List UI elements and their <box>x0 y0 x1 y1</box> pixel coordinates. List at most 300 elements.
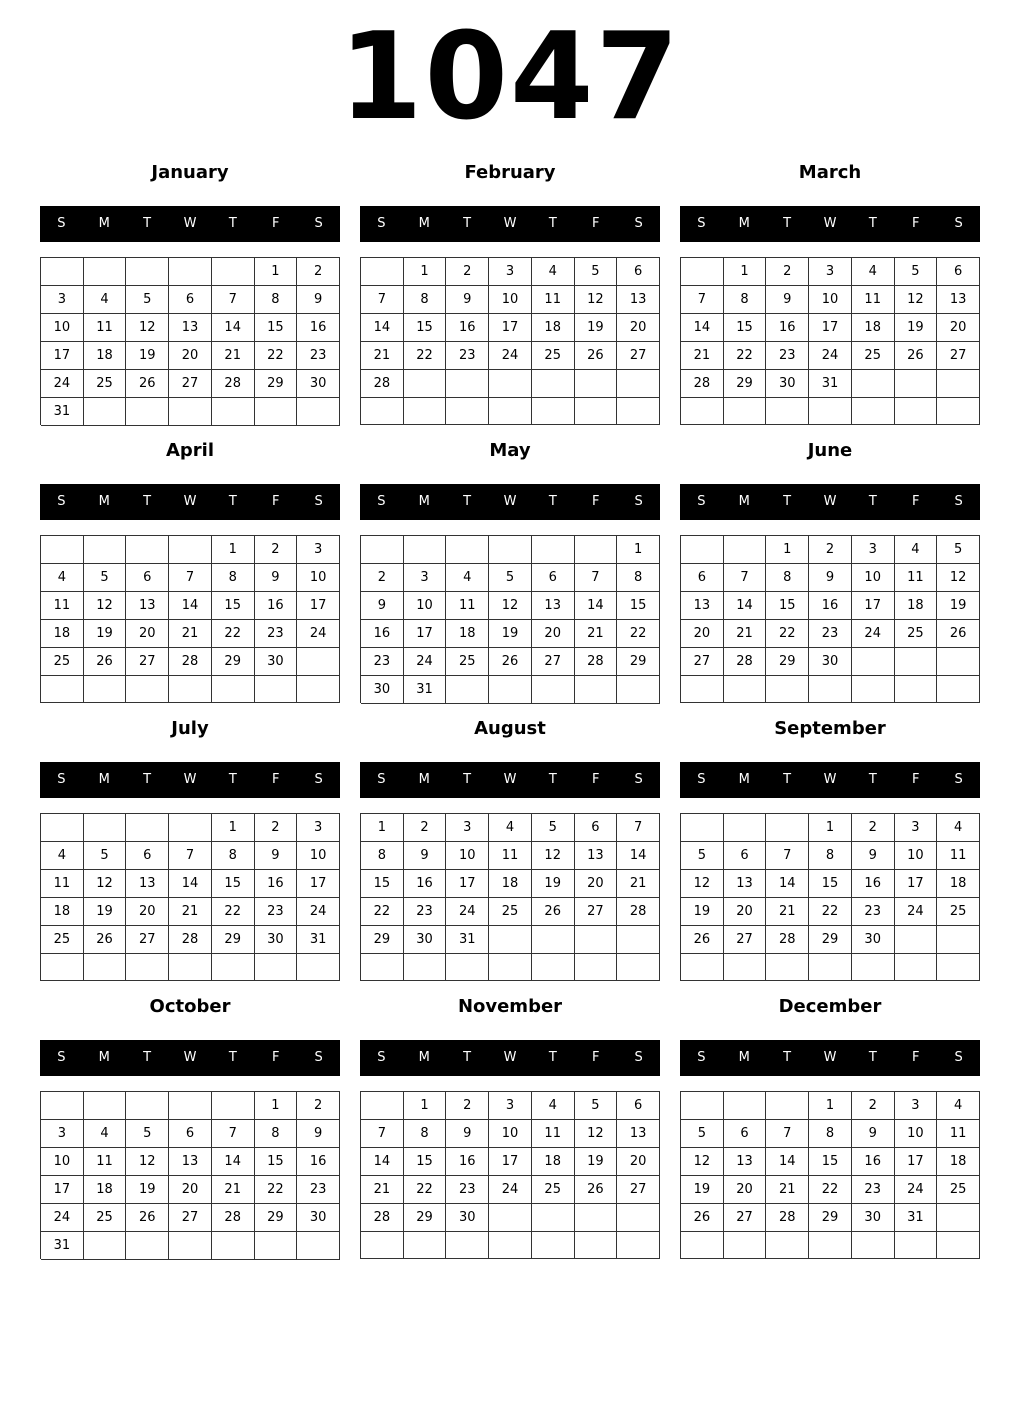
day-cell: 1 <box>255 258 298 286</box>
day-cell: 14 <box>681 314 724 342</box>
weekday-header <box>360 206 660 242</box>
month-name: July <box>171 718 209 739</box>
day-cell: 25 <box>852 342 895 370</box>
day-cell: 15 <box>809 870 852 898</box>
day-cell: 19 <box>532 870 575 898</box>
day-cell: 9 <box>297 1120 340 1148</box>
empty-day-cell <box>361 1232 404 1259</box>
day-cell: 6 <box>532 564 575 592</box>
day-cell: 14 <box>724 592 767 620</box>
empty-day-cell <box>937 954 980 981</box>
days-grid <box>40 1091 340 1259</box>
day-cell: 14 <box>361 314 404 342</box>
weekday-label: W <box>183 494 197 509</box>
day-cell: 24 <box>809 342 852 370</box>
day-cell: 15 <box>617 592 660 620</box>
day-cell: 26 <box>575 1176 618 1204</box>
weekday-label: W <box>183 772 197 787</box>
day-cell: 11 <box>41 592 84 620</box>
day-cell: 1 <box>809 814 852 842</box>
weekday-label: T <box>783 1050 792 1065</box>
weekday-label: F <box>911 1050 920 1065</box>
day-cell: 17 <box>446 870 489 898</box>
day-cell: 23 <box>255 620 298 648</box>
day-cell: 21 <box>169 620 212 648</box>
day-cell: 15 <box>255 1148 298 1176</box>
day-cell: 4 <box>895 536 938 564</box>
weekday-label: F <box>591 216 600 231</box>
day-cell: 27 <box>575 898 618 926</box>
day-cell: 15 <box>724 314 767 342</box>
weekday-label: F <box>911 216 920 231</box>
empty-day-cell <box>852 1232 895 1259</box>
month-name: September <box>774 718 886 739</box>
day-cell: 20 <box>724 898 767 926</box>
days-grid <box>680 257 980 425</box>
month-name: April <box>165 440 215 461</box>
day-cell: 14 <box>169 592 212 620</box>
empty-day-cell <box>852 676 895 703</box>
weekday-label: S <box>314 494 323 509</box>
day-cell: 27 <box>126 648 169 676</box>
day-cell: 25 <box>84 1204 127 1232</box>
empty-day-cell <box>937 926 980 954</box>
empty-day-cell <box>489 676 532 704</box>
empty-day-cell <box>724 1232 767 1259</box>
day-cell: 16 <box>852 1148 895 1176</box>
empty-day-cell <box>681 398 724 425</box>
day-cell: 19 <box>126 342 169 370</box>
weekday-header <box>40 484 340 520</box>
day-cell: 11 <box>489 842 532 870</box>
empty-day-cell <box>575 398 618 425</box>
day-cell: 6 <box>575 814 618 842</box>
weekday-label: M <box>738 494 750 509</box>
weekday-header <box>680 762 980 798</box>
day-cell: 25 <box>446 648 489 676</box>
days-grid <box>360 813 660 981</box>
day-cell: 7 <box>724 564 767 592</box>
day-cell: 2 <box>852 1092 895 1120</box>
weekday-label: W <box>503 216 517 231</box>
weekday-label: F <box>271 494 280 509</box>
weekday-label: T <box>228 1050 237 1065</box>
empty-day-cell <box>84 398 127 426</box>
empty-day-cell <box>895 954 938 981</box>
day-cell: 8 <box>404 1120 447 1148</box>
empty-day-cell <box>937 398 980 425</box>
empty-day-cell <box>532 1204 575 1232</box>
weekday-label: M <box>98 494 110 509</box>
day-cell: 1 <box>255 1092 298 1120</box>
day-cell: 7 <box>617 814 660 842</box>
day-cell: 30 <box>852 1204 895 1232</box>
weekday-label: M <box>418 216 430 231</box>
day-cell: 7 <box>575 564 618 592</box>
day-cell: 29 <box>361 926 404 954</box>
weekday-label: T <box>548 216 557 231</box>
empty-day-cell <box>766 954 809 981</box>
empty-day-cell <box>575 1232 618 1259</box>
day-cell: 22 <box>766 620 809 648</box>
day-cell: 8 <box>809 842 852 870</box>
month-april <box>40 438 340 708</box>
day-cell: 22 <box>212 620 255 648</box>
day-cell: 17 <box>489 1148 532 1176</box>
weekday-label: T <box>463 1050 472 1065</box>
empty-day-cell <box>575 1204 618 1232</box>
day-cell: 3 <box>489 258 532 286</box>
day-cell: 26 <box>895 342 938 370</box>
empty-day-cell <box>766 676 809 703</box>
weekday-label: M <box>98 772 110 787</box>
day-cell: 15 <box>809 1148 852 1176</box>
weekday-header <box>40 206 340 242</box>
empty-day-cell <box>126 536 169 564</box>
day-cell: 21 <box>575 620 618 648</box>
empty-day-cell <box>446 1232 489 1259</box>
day-cell: 19 <box>126 1176 169 1204</box>
empty-day-cell <box>852 370 895 398</box>
weekday-header <box>680 484 980 520</box>
day-cell: 8 <box>255 1120 298 1148</box>
weekday-label: T <box>463 216 472 231</box>
day-cell: 22 <box>212 898 255 926</box>
empty-day-cell <box>681 1232 724 1259</box>
day-cell: 22 <box>724 342 767 370</box>
weekday-header <box>40 1040 340 1076</box>
day-cell: 17 <box>404 620 447 648</box>
empty-day-cell <box>404 1232 447 1259</box>
empty-day-cell <box>169 398 212 426</box>
day-cell: 22 <box>361 898 404 926</box>
empty-day-cell <box>41 814 84 842</box>
empty-day-cell <box>809 676 852 703</box>
weekday-label: T <box>143 216 152 231</box>
day-cell: 17 <box>297 592 340 620</box>
day-cell: 23 <box>446 1176 489 1204</box>
day-cell: 27 <box>681 648 724 676</box>
weekday-label: S <box>377 494 386 509</box>
empty-day-cell <box>361 258 404 286</box>
empty-day-cell <box>212 1092 255 1120</box>
empty-day-cell <box>84 536 127 564</box>
day-cell: 23 <box>852 898 895 926</box>
weekday-label: W <box>823 216 837 231</box>
day-cell: 26 <box>84 926 127 954</box>
weekday-label: S <box>697 1050 706 1065</box>
day-cell: 23 <box>297 342 340 370</box>
empty-day-cell <box>532 536 575 564</box>
day-cell: 14 <box>575 592 618 620</box>
day-cell: 29 <box>809 1204 852 1232</box>
day-cell: 10 <box>809 286 852 314</box>
day-cell: 13 <box>617 286 660 314</box>
empty-day-cell <box>361 954 404 981</box>
empty-day-cell <box>895 926 938 954</box>
weekday-label: T <box>868 494 877 509</box>
day-cell: 31 <box>41 1232 84 1260</box>
day-cell: 9 <box>809 564 852 592</box>
day-cell: 15 <box>361 870 404 898</box>
day-cell: 26 <box>532 898 575 926</box>
day-cell: 30 <box>361 676 404 704</box>
empty-day-cell <box>617 398 660 425</box>
day-cell: 2 <box>446 258 489 286</box>
empty-day-cell <box>617 954 660 981</box>
day-cell: 21 <box>724 620 767 648</box>
month-january <box>40 160 340 430</box>
month-name: January <box>151 162 229 183</box>
day-cell: 5 <box>126 286 169 314</box>
day-cell: 6 <box>169 1120 212 1148</box>
empty-day-cell <box>169 676 212 703</box>
empty-day-cell <box>532 370 575 398</box>
empty-day-cell <box>681 676 724 703</box>
day-cell: 4 <box>41 842 84 870</box>
day-cell: 2 <box>255 814 298 842</box>
day-cell: 19 <box>681 1176 724 1204</box>
day-cell: 10 <box>895 842 938 870</box>
day-cell: 7 <box>361 286 404 314</box>
day-cell: 29 <box>255 1204 298 1232</box>
day-cell: 4 <box>489 814 532 842</box>
day-cell: 5 <box>84 564 127 592</box>
day-cell: 28 <box>169 648 212 676</box>
empty-day-cell <box>84 258 127 286</box>
weekday-label: M <box>418 494 430 509</box>
year-title: 1047 <box>339 8 681 147</box>
day-cell: 6 <box>724 842 767 870</box>
day-cell: 24 <box>404 648 447 676</box>
day-cell: 10 <box>489 286 532 314</box>
day-cell: 31 <box>297 926 340 954</box>
day-cell: 31 <box>446 926 489 954</box>
day-cell: 6 <box>681 564 724 592</box>
empty-day-cell <box>766 1092 809 1120</box>
day-cell: 4 <box>84 286 127 314</box>
days-grid <box>680 535 980 703</box>
weekday-label: S <box>57 772 66 787</box>
empty-day-cell <box>681 1092 724 1120</box>
day-cell: 28 <box>681 370 724 398</box>
weekday-label: S <box>634 1050 643 1065</box>
empty-day-cell <box>937 648 980 676</box>
empty-day-cell <box>766 814 809 842</box>
day-cell: 18 <box>489 870 532 898</box>
weekday-label: W <box>503 494 517 509</box>
day-cell: 1 <box>212 814 255 842</box>
day-cell: 29 <box>212 648 255 676</box>
day-cell: 17 <box>489 314 532 342</box>
empty-day-cell <box>212 258 255 286</box>
empty-day-cell <box>724 954 767 981</box>
day-cell: 21 <box>766 898 809 926</box>
day-cell: 6 <box>617 1092 660 1120</box>
days-grid <box>680 1091 980 1259</box>
day-cell: 28 <box>361 1204 404 1232</box>
weekday-label: T <box>868 216 877 231</box>
day-cell: 1 <box>212 536 255 564</box>
empty-day-cell <box>212 954 255 981</box>
weekday-label: M <box>738 1050 750 1065</box>
weekday-label: F <box>591 494 600 509</box>
empty-day-cell <box>126 954 169 981</box>
empty-day-cell <box>575 536 618 564</box>
day-cell: 13 <box>126 592 169 620</box>
day-cell: 15 <box>766 592 809 620</box>
day-cell: 29 <box>617 648 660 676</box>
empty-day-cell <box>41 1092 84 1120</box>
empty-day-cell <box>489 1232 532 1259</box>
empty-day-cell <box>617 1232 660 1259</box>
day-cell: 9 <box>446 1120 489 1148</box>
weekday-label: S <box>57 216 66 231</box>
day-cell: 24 <box>489 1176 532 1204</box>
day-cell: 14 <box>766 870 809 898</box>
empty-day-cell <box>617 370 660 398</box>
empty-day-cell <box>212 1232 255 1260</box>
day-cell: 11 <box>84 314 127 342</box>
empty-day-cell <box>895 676 938 703</box>
day-cell: 11 <box>852 286 895 314</box>
day-cell: 9 <box>446 286 489 314</box>
day-cell: 28 <box>212 1204 255 1232</box>
weekday-label: S <box>954 494 963 509</box>
day-cell: 16 <box>809 592 852 620</box>
day-cell: 5 <box>937 536 980 564</box>
day-cell: 3 <box>895 1092 938 1120</box>
weekday-header <box>360 1040 660 1076</box>
day-cell: 18 <box>937 870 980 898</box>
day-cell: 2 <box>297 258 340 286</box>
empty-day-cell <box>766 1232 809 1259</box>
day-cell: 28 <box>169 926 212 954</box>
day-cell: 11 <box>937 842 980 870</box>
empty-day-cell <box>169 954 212 981</box>
empty-day-cell <box>575 954 618 981</box>
weekday-label: T <box>868 1050 877 1065</box>
day-cell: 21 <box>212 1176 255 1204</box>
day-cell: 6 <box>126 842 169 870</box>
day-cell: 26 <box>126 1204 169 1232</box>
weekday-header <box>680 1040 980 1076</box>
day-cell: 19 <box>681 898 724 926</box>
weekday-label: W <box>823 1050 837 1065</box>
empty-day-cell <box>895 1232 938 1259</box>
month-name: December <box>778 996 882 1017</box>
day-cell: 23 <box>852 1176 895 1204</box>
day-cell: 10 <box>446 842 489 870</box>
day-cell: 2 <box>766 258 809 286</box>
empty-day-cell <box>297 648 340 676</box>
day-cell: 7 <box>169 842 212 870</box>
day-cell: 8 <box>361 842 404 870</box>
empty-day-cell <box>489 1204 532 1232</box>
day-cell: 14 <box>169 870 212 898</box>
day-cell: 2 <box>809 536 852 564</box>
weekday-label: W <box>183 1050 197 1065</box>
day-cell: 19 <box>575 314 618 342</box>
weekday-label: S <box>57 1050 66 1065</box>
empty-day-cell <box>575 370 618 398</box>
month-june <box>680 438 980 708</box>
empty-day-cell <box>532 1232 575 1259</box>
day-cell: 27 <box>169 1204 212 1232</box>
day-cell: 23 <box>297 1176 340 1204</box>
day-cell: 26 <box>489 648 532 676</box>
day-cell: 19 <box>84 898 127 926</box>
weekday-label: W <box>503 1050 517 1065</box>
day-cell: 22 <box>809 898 852 926</box>
day-cell: 30 <box>809 648 852 676</box>
weekday-label: S <box>954 216 963 231</box>
empty-day-cell <box>297 954 340 981</box>
day-cell: 10 <box>297 564 340 592</box>
day-cell: 28 <box>212 370 255 398</box>
empty-day-cell <box>446 536 489 564</box>
day-cell: 3 <box>41 1120 84 1148</box>
day-cell: 4 <box>41 564 84 592</box>
day-cell: 24 <box>41 370 84 398</box>
day-cell: 13 <box>169 314 212 342</box>
day-cell: 1 <box>361 814 404 842</box>
weekday-label: M <box>418 1050 430 1065</box>
day-cell: 21 <box>681 342 724 370</box>
day-cell: 20 <box>724 1176 767 1204</box>
day-cell: 30 <box>297 1204 340 1232</box>
day-cell: 30 <box>766 370 809 398</box>
day-cell: 16 <box>297 314 340 342</box>
day-cell: 18 <box>937 1148 980 1176</box>
day-cell: 12 <box>575 286 618 314</box>
day-cell: 22 <box>404 342 447 370</box>
day-cell: 3 <box>809 258 852 286</box>
day-cell: 13 <box>724 1148 767 1176</box>
day-cell: 15 <box>212 870 255 898</box>
day-cell: 8 <box>617 564 660 592</box>
day-cell: 4 <box>532 258 575 286</box>
day-cell: 19 <box>84 620 127 648</box>
day-cell: 22 <box>255 342 298 370</box>
days-grid <box>360 1091 660 1259</box>
weekday-label: T <box>463 772 472 787</box>
day-cell: 25 <box>41 648 84 676</box>
day-cell: 26 <box>84 648 127 676</box>
weekday-label: M <box>418 772 430 787</box>
day-cell: 8 <box>724 286 767 314</box>
day-cell: 29 <box>766 648 809 676</box>
day-cell: 9 <box>852 842 895 870</box>
weekday-label: F <box>271 772 280 787</box>
day-cell: 24 <box>895 898 938 926</box>
day-cell: 16 <box>766 314 809 342</box>
day-cell: 13 <box>575 842 618 870</box>
day-cell: 10 <box>852 564 895 592</box>
day-cell: 18 <box>84 342 127 370</box>
day-cell: 18 <box>895 592 938 620</box>
day-cell: 4 <box>532 1092 575 1120</box>
empty-day-cell <box>532 398 575 425</box>
day-cell: 16 <box>255 592 298 620</box>
day-cell: 11 <box>937 1120 980 1148</box>
weekday-label: T <box>548 1050 557 1065</box>
day-cell: 26 <box>575 342 618 370</box>
weekday-label: T <box>783 772 792 787</box>
day-cell: 13 <box>126 870 169 898</box>
day-cell: 20 <box>617 1148 660 1176</box>
day-cell: 8 <box>766 564 809 592</box>
